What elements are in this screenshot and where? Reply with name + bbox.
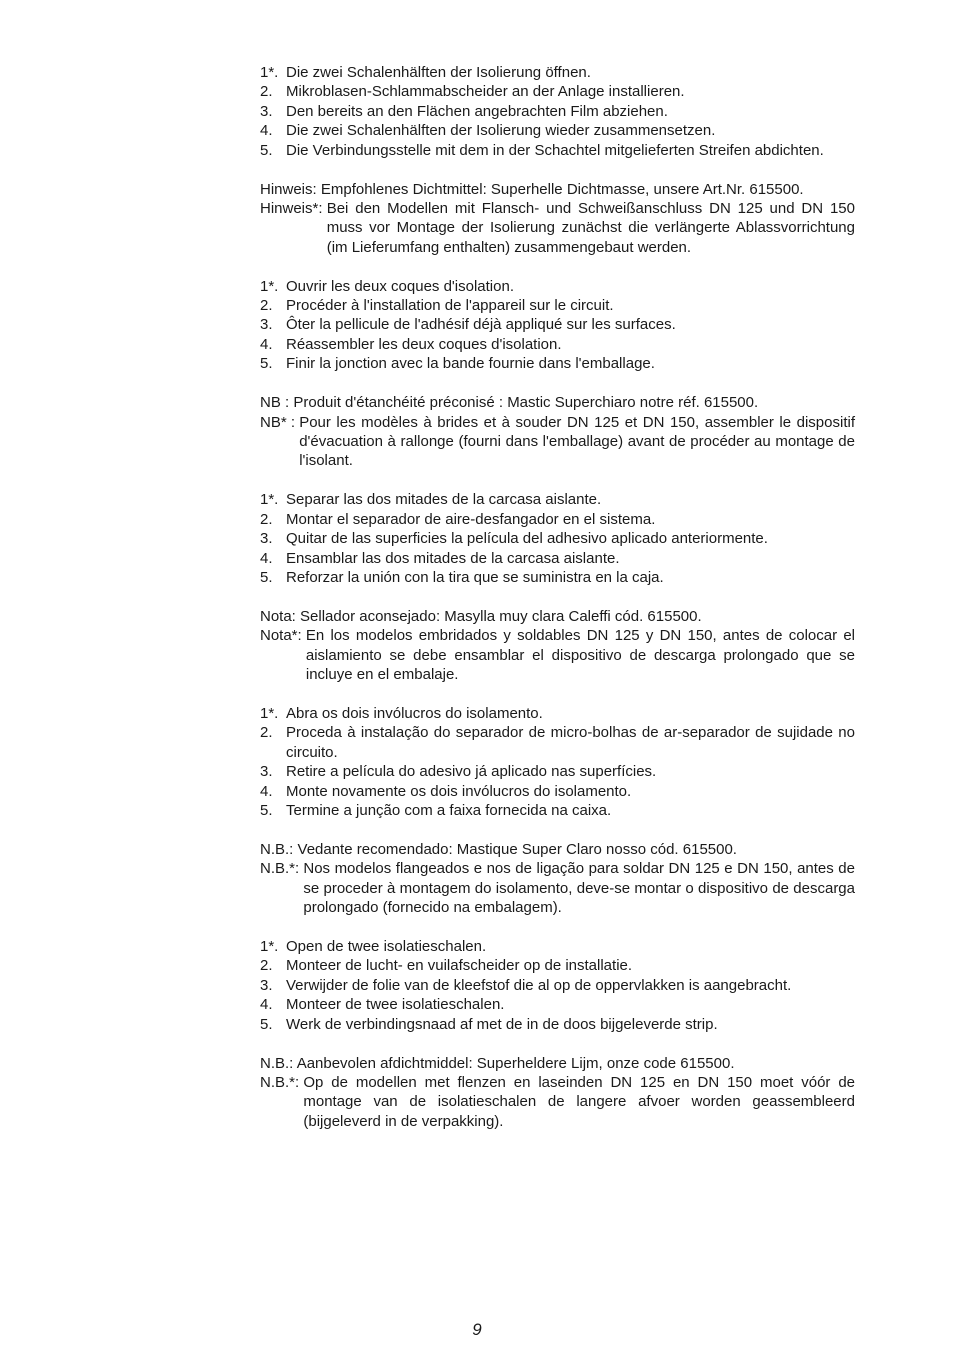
note-label: Nota: — [260, 607, 296, 625]
step-text: Finir la jonction avec la bande fournie dans l'emballage. — [286, 355, 655, 373]
step-number: 1*. — [260, 64, 279, 81]
page-number: 9 — [472, 1320, 482, 1339]
step-item — [260, 995, 855, 1014]
note-label: Hinweis: — [260, 180, 317, 198]
step-item — [260, 296, 855, 315]
note — [260, 180, 855, 199]
note-asterisk — [260, 1073, 855, 1131]
steps-list — [260, 63, 855, 160]
step-text: Den bereits an den Flächen angebrachten Film abziehen. — [286, 102, 668, 120]
note-label: Hinweis*: — [260, 199, 323, 217]
step-item — [260, 956, 855, 975]
step-number: 2. — [260, 724, 273, 742]
step-text: Quitar de las superficies la película del adhesivo aplicado anteriormente. — [286, 530, 768, 548]
step-item — [260, 354, 855, 373]
note-text: Sellador aconsejado: Masylla muy clara Caleffi cód. 615500. — [300, 607, 702, 625]
step-text: Ouvrir les deux coques d'isolation. — [286, 277, 514, 295]
step-text: Ôter la pellicule de l'adhésif déjà appliqué sur les surfaces. — [286, 316, 676, 334]
step-item — [260, 141, 855, 160]
step-number: 4. — [260, 782, 273, 800]
note — [260, 393, 855, 412]
note-label: NB* : — [260, 413, 296, 431]
steps-list — [260, 277, 855, 374]
step-item — [260, 277, 855, 296]
step-text: Ensamblar las dos mitades de la carcasa aislante. — [286, 549, 620, 567]
step-item — [260, 315, 855, 334]
step-number: 3. — [260, 316, 273, 334]
step-text: Proceda à instalação do separador de micro-bolhas de ar-separador de sujidade no circuito. — [286, 724, 855, 761]
step-number: 2. — [260, 297, 273, 315]
note-label: N.B.: — [260, 840, 294, 858]
step-number: 1*. — [260, 704, 279, 722]
step-text: Werk de verbindingsnaad af met de in de doos bijgeleverde strip. — [286, 1015, 718, 1033]
note-text: En los modelos embridados y soldables DN 125 y DN 150, antes de colocar el aislamiento se debe ensamblar el dispositivo de descarga prolongado que se incluye en el embalaje. — [305, 627, 855, 684]
section-french — [260, 277, 855, 471]
step-number: 3. — [260, 976, 273, 994]
step-number: 2. — [260, 957, 273, 975]
note-text: Op de modellen met flenzen en laseinden DN 125 en DN 150 moet vóór de montage van de isolatieschalen de langere afvoer worden geassembleerd (bijgeleverd in de verpakking). — [303, 1073, 855, 1130]
note-text: Nos modelos flangeados e nos de ligação para soldar DN 125 e DN 150, antes de se proceder à montagem do isolamento, deve-se montar o dispositivo de descarga prolongado (fornecido na embalagem). — [303, 860, 855, 917]
note-asterisk — [260, 626, 855, 684]
step-item — [260, 490, 855, 509]
section-german — [260, 63, 855, 257]
steps-list — [260, 937, 855, 1034]
instructions-content — [260, 63, 855, 1151]
step-item — [260, 937, 855, 956]
steps-list — [260, 704, 855, 820]
step-number: 2. — [260, 510, 273, 528]
step-text: Die Verbindungsstelle mit dem in der Schachtel mitgelieferten Streifen abdichten. — [286, 141, 824, 159]
step-item — [260, 762, 855, 781]
step-number: 3. — [260, 763, 273, 781]
step-item — [260, 1015, 855, 1034]
step-item — [260, 549, 855, 568]
steps-list — [260, 490, 855, 587]
note-label: N.B.*: — [260, 1073, 300, 1091]
note-text: Empfohlenes Dichtmittel: Superhelle Dichtmasse, unsere Art.Nr. 615500. — [320, 180, 804, 198]
note — [260, 607, 855, 626]
step-number: 4. — [260, 122, 273, 140]
step-item — [260, 704, 855, 723]
step-text: Die zwei Schalenhälften der Isolierung öffnen. — [286, 64, 591, 81]
step-number: 2. — [260, 83, 273, 101]
step-number: 3. — [260, 102, 273, 120]
step-text: Procéder à l'installation de l'appareil sur le circuit. — [286, 297, 614, 315]
step-item — [260, 82, 855, 101]
note-text: Vedante recomendado: Mastique Super Claro nosso cód. 615500. — [297, 840, 737, 858]
note-text: Produit d'étanchéité préconisé : Mastic Superchiaro notre réf. 615500. — [293, 394, 759, 412]
step-item — [260, 335, 855, 354]
note-label: NB : — [260, 394, 290, 412]
step-item — [260, 801, 855, 820]
step-number: 5. — [260, 355, 273, 373]
note-label: Nota*: — [260, 627, 302, 645]
step-number: 4. — [260, 996, 273, 1014]
step-number: 4. — [260, 549, 273, 567]
step-number: 1*. — [260, 491, 279, 509]
step-number: 1*. — [260, 277, 279, 295]
note-asterisk — [260, 859, 855, 917]
note-text: Bei den Modellen mit Flansch- und Schweißanschluss DN 125 und DN 150 muss vor Montage der Isolierung zunächst die verlängerte Ablassvorrichtung (im Lieferumfang enthalten) zusammengebaut werden. — [326, 199, 855, 256]
step-text: Mikroblasen-Schlammabscheider an der Anlage installieren. — [286, 83, 685, 101]
note-text: Aanbevolen afdichtmiddel: Superheldere Lijm, onze code 615500. — [296, 1054, 735, 1072]
step-number: 1*. — [260, 938, 279, 956]
note-label: N.B.: — [260, 1054, 294, 1072]
note-asterisk — [260, 413, 855, 471]
step-number: 5. — [260, 568, 273, 586]
step-number: 5. — [260, 1015, 273, 1033]
note-text: Pour les modèles à brides et à souder DN 125 et DN 150, assembler le dispositif d'évacuation à rallonge (fourni dans l'emballage) avant de procéder au montage de l'isolant. — [299, 413, 855, 470]
step-text: Réassembler les deux coques d'isolation. — [286, 335, 562, 353]
step-item — [260, 510, 855, 529]
step-number: 4. — [260, 335, 273, 353]
note-label: N.B.*: — [260, 860, 300, 878]
step-text: Monteer de twee isolatieschalen. — [286, 996, 505, 1014]
step-item — [260, 102, 855, 121]
step-text: Monte novamente os dois invólucros do isolamento. — [286, 782, 632, 800]
step-text: Abra os dois invólucros do isolamento. — [286, 704, 543, 722]
section-spanish — [260, 490, 855, 684]
step-number: 5. — [260, 802, 273, 819]
note — [260, 1054, 855, 1073]
step-item — [260, 63, 855, 82]
step-text: Die zwei Schalenhälften der Isolierung wieder zusammensetzen. — [286, 122, 716, 140]
step-item — [260, 568, 855, 587]
step-number: 3. — [260, 530, 273, 548]
note-asterisk — [260, 199, 855, 257]
note — [260, 840, 855, 859]
step-text: Separar las dos mitades de la carcasa aislante. — [286, 491, 602, 509]
step-item — [260, 529, 855, 548]
step-text: Retire a película do adesivo já aplicado nas superfícies. — [286, 763, 657, 781]
step-text: Monteer de lucht- en vuilafscheider op de installatie. — [286, 957, 633, 975]
step-item — [260, 782, 855, 801]
step-item — [260, 723, 855, 762]
step-number: 5. — [260, 141, 273, 159]
step-item — [260, 976, 855, 995]
step-text: Montar el separador de aire-desfangador en el sistema. — [286, 510, 656, 528]
step-item — [260, 121, 855, 140]
step-text: Open de twee isolatieschalen. — [286, 938, 487, 956]
step-text: Termine a junção com a faixa fornecida na caixa. — [286, 802, 612, 819]
step-text: Reforzar la unión con la tira que se suministra en la caja. — [286, 568, 664, 586]
section-portuguese — [260, 704, 855, 918]
step-text: Verwijder de folie van de kleefstof die al op de oppervlakken is aangebracht. — [286, 976, 792, 994]
section-dutch — [260, 937, 855, 1131]
